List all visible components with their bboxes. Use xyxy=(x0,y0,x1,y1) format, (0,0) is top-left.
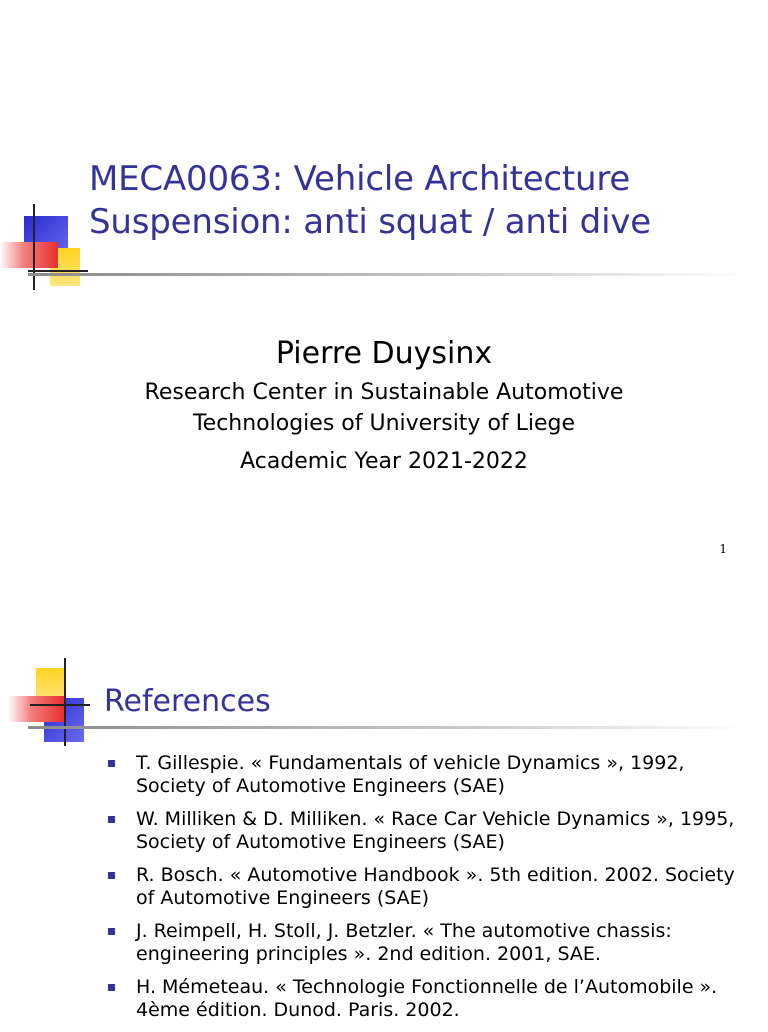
academic-year: Academic Year 2021-2022 xyxy=(240,449,528,474)
list-item: H. Mémeteau. « Technologie Fonctionnelle de l’Automobile ». 4ème édition. Dunod. Paris. 2002. xyxy=(108,976,748,1022)
slide-decoration-icon xyxy=(0,204,100,294)
title-line-1: MECA0063: Vehicle Architecture xyxy=(89,159,631,199)
slide-decoration-icon xyxy=(0,658,100,748)
bullet-icon xyxy=(108,984,115,991)
references-list xyxy=(108,752,748,1032)
slide-title: References xyxy=(104,684,271,719)
affiliation-line-1: Research Center in Sustainable Automotive xyxy=(144,380,624,405)
title-line-2: Suspension: anti squat / anti dive xyxy=(89,202,651,242)
affiliation xyxy=(0,377,768,439)
list-item: J. Reimpell, H. Stoll, J. Betzler. « The automotive chassis: engineering principles ». 2nd edition. 2001, SAE. xyxy=(108,920,748,966)
list-item: T. Gillespie. « Fundamentals of vehicle Dynamics », 1992, Society of Automotive Engineers (SAE) xyxy=(108,752,748,798)
affiliation-line-2: Technologies of University of Liege xyxy=(192,411,576,436)
author-name: Pierre Duysinx xyxy=(275,336,493,371)
bullet-icon xyxy=(108,928,115,935)
list-item: W. Milliken & D. Milliken. « Race Car Vehicle Dynamics », 1995, Society of Automotive Engineers (SAE) xyxy=(108,808,748,854)
bullet-icon xyxy=(108,760,115,767)
title-divider xyxy=(28,273,748,276)
bullet-icon xyxy=(108,816,115,823)
bullet-icon xyxy=(108,872,115,879)
page-number: 1 xyxy=(719,542,727,556)
list-item: R. Bosch. « Automotive Handbook ». 5th edition. 2002. Society of Automotive Engineers (SAE) xyxy=(108,864,748,910)
title-divider xyxy=(28,726,748,729)
slide-title xyxy=(89,158,651,244)
references-slide xyxy=(0,644,768,1024)
